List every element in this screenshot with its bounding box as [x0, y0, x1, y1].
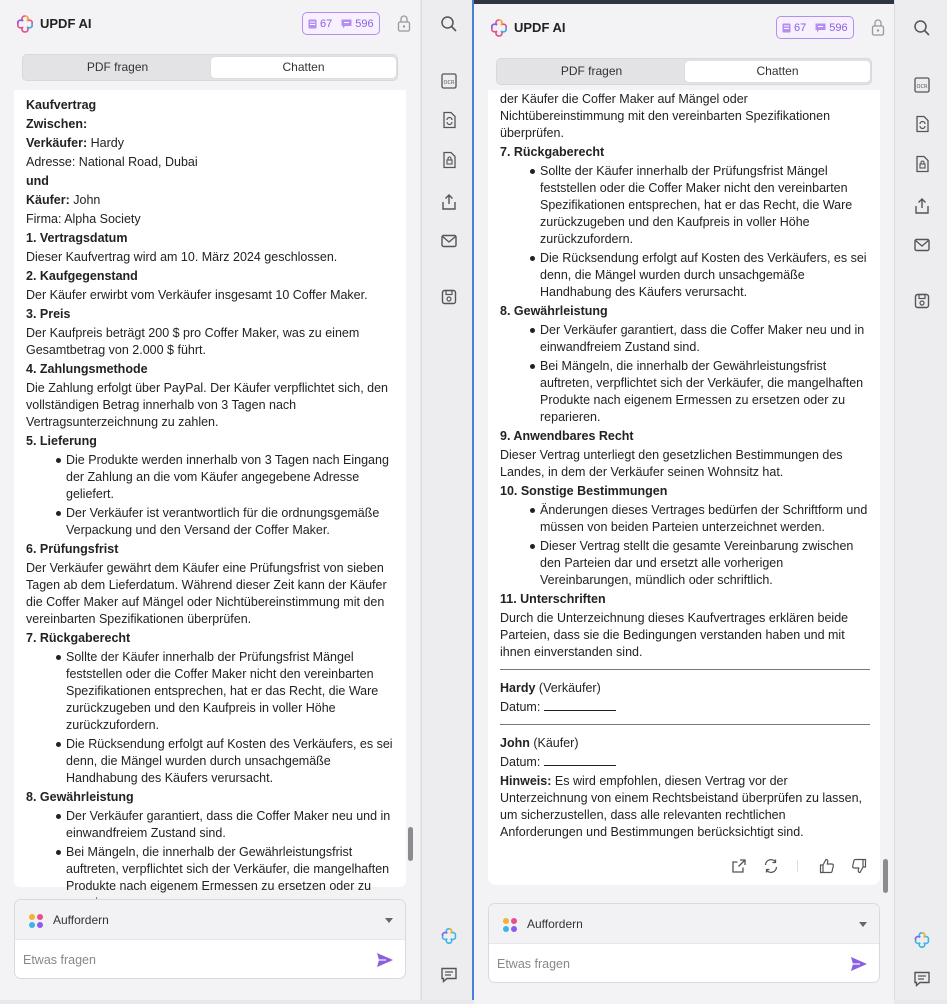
prompt-mode-selector[interactable]: [15, 900, 405, 940]
prompt-dots-icon: [28, 913, 44, 929]
messages-count: 596: [355, 17, 374, 30]
prompt-box: [14, 899, 406, 979]
protect-icon[interactable]: [913, 155, 931, 173]
section-text: Der Verkäufer gewährt dem Käufer eine Prüfungsfrist von sieben Tagen ab dem Lieferdatum. Während dieser Zeit kann der Käufer die Coffer Maker auf Mängel oder Nichtübereinstimmung mit den vereinbarten Spezifikationen überprüfen.: [26, 561, 387, 626]
chevron-down-icon: [385, 918, 393, 923]
section-heading: 5. Lieferung: [26, 434, 97, 448]
save-icon[interactable]: [440, 288, 458, 306]
tool-rail-right: [894, 0, 947, 1000]
updf-ai-icon[interactable]: [913, 931, 931, 949]
list-item: Der Verkäufer garantiert, dass die Coffer Maker neu und in einwandfreiem Zustand sind.: [500, 322, 870, 356]
section-text: Dieser Kaufvertrag wird am 10. März 2024 geschlossen.: [26, 250, 338, 264]
section-heading: 8. Gewährleistung: [500, 304, 608, 318]
messages-count: 596: [829, 21, 848, 34]
list-item: Bei Mängeln, die innerhalb der Gewährleistungsfrist auftreten, verpflichtet sich der Verkäufer, die mangelhaften Produkte nach eigenem Ermessen zu ersetzen oder zu reparieren.: [500, 358, 870, 426]
list-item: Dieser Vertrag stellt die gesamte Vereinbarung zwischen den Parteien dar und ersetzt alle vorherigen Vereinbarungen, mündlich oder schriftlich.: [500, 538, 870, 589]
section-text: Dieser Vertrag unterliegt den gesetzlichen Bestimmungen des Landes, in dem der Verkäufer seinen Wohnsitz hat.: [500, 448, 843, 479]
and-label: und: [26, 174, 49, 188]
ocr-icon[interactable]: [913, 76, 931, 94]
section-heading: 7. Rückgaberecht: [26, 631, 131, 645]
protect-icon[interactable]: [440, 151, 458, 169]
app-title: UPDF AI: [40, 16, 92, 31]
ai-panel-left: [0, 0, 420, 1000]
date-line: [544, 754, 616, 766]
doc-title: Kaufvertrag: [26, 98, 97, 112]
contract-text: [500, 91, 870, 843]
ocr-icon[interactable]: [440, 72, 458, 90]
send-icon[interactable]: [376, 951, 394, 969]
message-actions: [488, 845, 880, 885]
app-title: UPDF AI: [514, 20, 566, 35]
list-item: Bei Mängeln, die innerhalb der Gewährleistungsfrist auftreten, verpflichtet sich der Verkäufer, die mangelhaften Produkte nach eigenem Ermessen zu ersetzen oder zu: [26, 844, 396, 912]
tab-chatten[interactable]: Chatten: [685, 61, 870, 82]
section-text: Die Zahlung erfolgt über PayPal. Der Käufer verpflichtet sich, den vollständigen Betrag innerhalb von 3 Tagen nach Vertragsunterzeichnung zu zahlen.: [26, 381, 388, 429]
open-external-icon[interactable]: [731, 858, 747, 874]
buyer-name: John: [69, 193, 101, 207]
bullet-list: [26, 452, 396, 539]
comment-icon[interactable]: [440, 966, 458, 984]
bullet-list: [500, 502, 870, 589]
signature-seller-name: Hardy: [500, 681, 536, 695]
section-heading: 10. Sonstige Bestimmungen: [500, 484, 668, 498]
panel-header: [474, 4, 894, 50]
search-icon[interactable]: [440, 15, 458, 33]
document-count-icon: [308, 19, 317, 29]
svg-text:OCR: OCR: [916, 84, 928, 90]
usage-counters[interactable]: [302, 12, 380, 35]
pages-count: 67: [320, 17, 333, 30]
prompt-mode-label: Auffordern: [53, 913, 109, 927]
bullet-list: [500, 322, 870, 426]
prompt-mode-selector[interactable]: [489, 904, 879, 944]
convert-icon[interactable]: [440, 111, 458, 129]
send-icon[interactable]: [850, 955, 868, 973]
section-heading: 3. Preis: [26, 307, 71, 321]
bullet-list: [500, 163, 870, 301]
lock-icon[interactable]: [396, 14, 412, 32]
seller-name: Hardy: [87, 136, 124, 150]
updf-ai-logo-icon: [15, 14, 35, 34]
svg-text:OCR: OCR: [443, 80, 455, 86]
ai-panel-right: [474, 4, 894, 1004]
save-icon[interactable]: [913, 292, 931, 310]
section-text: Der Käufer erwirbt vom Verkäufer insgesamt 10 Coffer Maker.: [26, 288, 368, 302]
share-icon[interactable]: [913, 197, 931, 215]
mail-icon[interactable]: [913, 236, 931, 254]
list-item: Änderungen dieses Vertrages bedürfen der Schriftform und müssen von beiden Parteien unterzeichnet werden.: [500, 502, 870, 536]
usage-counters[interactable]: [776, 16, 854, 39]
section-heading: 1. Vertragsdatum: [26, 231, 128, 245]
scrollbar-thumb[interactable]: [408, 827, 413, 861]
between-label: Zwischen:: [26, 117, 88, 131]
section-text: Durch die Unterzeichnung dieses Kaufvertrages erklären beide Parteien, dass sie die Bedingungen verstanden haben und mit ihnen einverstanden sind.: [500, 611, 849, 659]
list-item: Sollte der Käufer innerhalb der Prüfungsfrist Mängel feststellen oder die Coffer Maker nicht den vereinbarten Spezifikationen entsprechen, hat er das Recht, die Ware zurückzugeben und den Kaufpreis in voller Höhe zurückzufordern.: [26, 649, 396, 734]
mode-tabs: [22, 54, 398, 81]
lock-icon[interactable]: [870, 18, 886, 36]
message-count-icon: [341, 19, 352, 29]
tool-rail-left: [421, 0, 474, 1000]
pages-count: 67: [794, 21, 807, 34]
mode-tabs: [496, 58, 872, 85]
mail-icon[interactable]: [440, 232, 458, 250]
section-heading: 2. Kaufgegenstand: [26, 269, 138, 283]
date-label: Datum:: [500, 755, 544, 769]
section-text: der Käufer die Coffer Maker auf Mängel oder Nichtübereinstimmung mit den vereinbarten Spezifikationen überprüfen.: [500, 92, 831, 140]
section-text: Der Kaufpreis beträgt 200 $ pro Coffer Maker, was zu einem Gesamtbetrag von 2.000 $ führt.: [26, 326, 360, 357]
message-count-icon: [815, 23, 826, 33]
updf-ai-icon[interactable]: [440, 927, 458, 945]
list-item: Die Produkte werden innerhalb von 3 Tagen nach Eingang der Zahlung an die vom Käufer angegebene Adresse geliefert.: [26, 452, 396, 503]
action-separator: [797, 860, 798, 872]
note-label: Hinweis:: [500, 774, 552, 788]
tab-pdf-fragen[interactable]: PDF fragen: [560, 64, 623, 78]
date-line: [544, 699, 616, 711]
chat-message-card: [14, 90, 406, 893]
share-icon[interactable]: [440, 193, 458, 211]
ask-input[interactable]: [23, 948, 363, 972]
tab-chatten[interactable]: Chatten: [211, 57, 396, 78]
signature-seller-role: (Verkäufer): [535, 681, 601, 695]
divider: [500, 724, 870, 725]
tab-pdf-fragen[interactable]: PDF fragen: [86, 60, 149, 74]
list-item: Die Rücksendung erfolgt auf Kosten des Verkäufers, es sei denn, die Mängel wurden durch unsachgemäße Handhabung des Käufers verursacht.: [26, 736, 396, 787]
seller-label: Verkäufer:: [26, 136, 88, 150]
prompt-mode-label: Auffordern: [527, 917, 583, 931]
scrollbar-thumb[interactable]: [883, 859, 888, 893]
signature-buyer-role: (Käufer): [529, 736, 579, 750]
section-heading: 4. Zahlungsmethode: [26, 362, 148, 376]
section-heading: 7. Rückgaberecht: [500, 145, 605, 159]
buyer-label: Käufer:: [26, 193, 70, 207]
regenerate-icon[interactable]: [763, 858, 779, 874]
thumbs-down-icon[interactable]: [851, 858, 867, 874]
signature-buyer-name: John: [500, 736, 530, 750]
list-item: Sollte der Käufer innerhalb der Prüfungsfrist Mängel feststellen oder die Coffer Maker nicht den vereinbarten Spezifikationen entsprechen, hat er das Recht, die Ware zurückzugeben und den Kaufpreis in voller Höhe zurückzufordern.: [500, 163, 870, 248]
convert-icon[interactable]: [913, 115, 931, 133]
chat-message-card: [488, 90, 880, 885]
seller-address: Adresse: National Road, Dubai: [26, 155, 198, 169]
comment-icon[interactable]: [913, 970, 931, 988]
list-item: Der Verkäufer ist verantwortlich für die ordnungsgemäße Verpackung und den Versand der Coffer Maker.: [26, 505, 396, 539]
list-item: Die Rücksendung erfolgt auf Kosten des Verkäufers, es sei denn, die Mängel wurden durch unsachgemäße Handhabung des Käufers verursacht.: [500, 250, 870, 301]
section-heading: 9. Anwendbares Recht: [500, 429, 634, 443]
date-label: Datum:: [500, 700, 544, 714]
panel-header: [0, 0, 420, 46]
section-heading: 6. Prüfungsfrist: [26, 542, 119, 556]
divider: [500, 669, 870, 670]
prompt-dots-icon: [502, 917, 518, 933]
thumbs-up-icon[interactable]: [819, 858, 835, 874]
prompt-box: [488, 903, 880, 983]
ask-input[interactable]: [497, 952, 837, 976]
chevron-down-icon: [859, 922, 867, 927]
updf-ai-logo-icon: [489, 18, 509, 38]
bullet-list: [26, 649, 396, 787]
search-icon[interactable]: [913, 19, 931, 37]
section-heading: 11. Unterschriften: [500, 592, 606, 606]
buyer-company: Firma: Alpha Society: [26, 212, 141, 226]
section-heading: 8. Gewährleistung: [26, 790, 134, 804]
document-count-icon: [782, 23, 791, 33]
list-item: Der Verkäufer garantiert, dass die Coffer Maker neu und in einwandfreiem Zustand sind.: [26, 808, 396, 842]
contract-text: [26, 97, 396, 914]
note-text: Es wird empfohlen, diesen Vertrag vor der Unterzeichnung von einem Rechtsbeistand überprüfen zu lassen, um sicherzustellen, dass alle relevanten rechtlichen Anforderungen und Bestimmungen berücksichtigt sind.: [500, 774, 863, 839]
bullet-list: [26, 808, 396, 912]
